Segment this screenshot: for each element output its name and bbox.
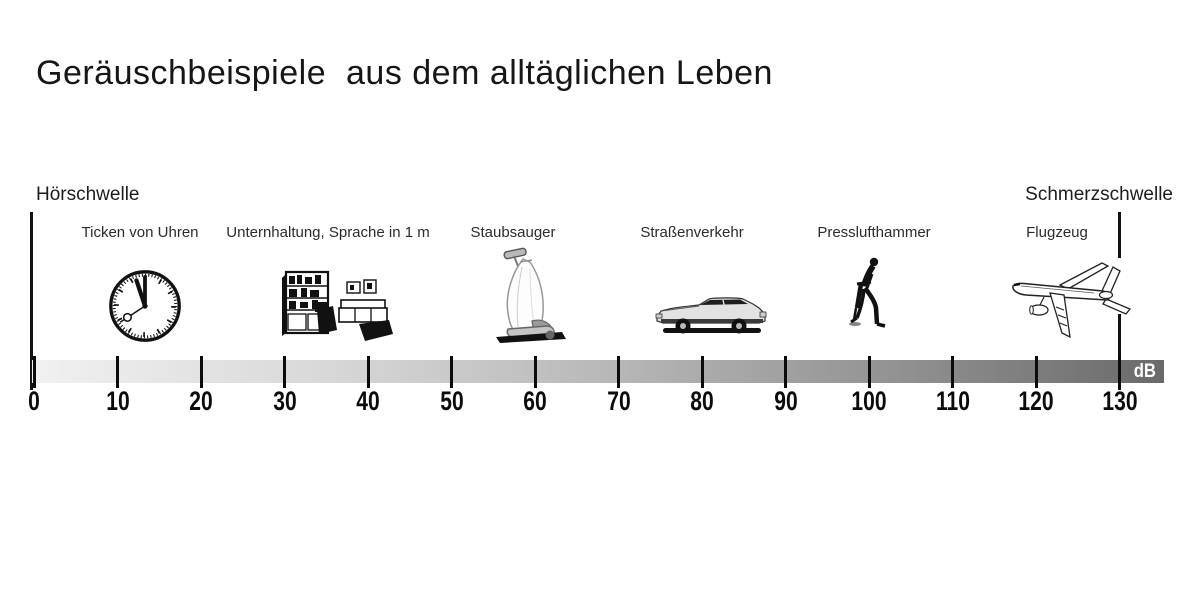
pain-threshold-line-upper bbox=[1118, 212, 1121, 258]
living-room-icon bbox=[281, 264, 393, 342]
vacuum-cleaner-icon bbox=[478, 247, 574, 345]
item-label-airplane: Flugzeug bbox=[1026, 224, 1088, 241]
scale-tick-30 bbox=[283, 356, 286, 388]
scale-tick-label-130: 130 bbox=[1101, 386, 1138, 416]
scale-tick-label-90: 90 bbox=[773, 386, 798, 416]
scale-tick-130 bbox=[1118, 356, 1121, 388]
scale-tick-label-60: 60 bbox=[523, 386, 547, 416]
scale-tick-label-80: 80 bbox=[690, 386, 714, 416]
jackhammer-worker-icon bbox=[843, 256, 897, 332]
scale-tick-50 bbox=[450, 356, 453, 388]
scale-tick-label-10: 10 bbox=[105, 386, 130, 416]
scale-tick-10 bbox=[116, 356, 119, 388]
scale-tick-0 bbox=[33, 356, 36, 388]
hearing-threshold-label: Hörschwelle bbox=[36, 184, 140, 205]
item-label-traffic: Straßenverkehr bbox=[640, 224, 744, 241]
scale-tick-100 bbox=[868, 356, 871, 388]
clock-icon bbox=[107, 268, 183, 344]
scale-tick-110 bbox=[951, 356, 954, 388]
scale-tick-120 bbox=[1035, 356, 1038, 388]
db-unit-label: dB bbox=[1133, 361, 1156, 382]
scale-tick-90 bbox=[784, 356, 787, 388]
scale-tick-label-100: 100 bbox=[851, 386, 887, 416]
item-label-conversation: Unternhaltung, Sprache in 1 m bbox=[226, 224, 430, 241]
scale-tick-label-120: 120 bbox=[1018, 386, 1054, 416]
scale-tick-70 bbox=[617, 356, 620, 388]
scale-tick-label-70: 70 bbox=[606, 386, 631, 416]
scale-tick-60 bbox=[534, 356, 537, 388]
scale-tick-label-110: 110 bbox=[935, 386, 970, 416]
page-title: Geräuschbeispiele aus dem alltäglichen Leben bbox=[36, 54, 773, 92]
scale-tick-20 bbox=[200, 356, 203, 388]
scale-tick-label-20: 20 bbox=[189, 386, 213, 416]
scale-tick-label-30: 30 bbox=[272, 386, 297, 416]
item-label-vacuum: Staubsauger bbox=[470, 224, 556, 241]
airplane-icon bbox=[1006, 255, 1136, 349]
pain-threshold-label: Schmerzschwelle bbox=[1025, 184, 1173, 205]
scale-tick-label-40: 40 bbox=[356, 386, 380, 416]
item-label-ticking-clock: Ticken von Uhren bbox=[81, 224, 199, 241]
scale-tick-40 bbox=[367, 356, 370, 388]
scale-tick-label-0: 0 bbox=[28, 386, 40, 416]
scale-tick-80 bbox=[701, 356, 704, 388]
item-label-jackhammer: Presslufthammer bbox=[817, 224, 931, 241]
car-icon bbox=[653, 290, 769, 338]
scale-tick-label-50: 50 bbox=[439, 386, 464, 416]
